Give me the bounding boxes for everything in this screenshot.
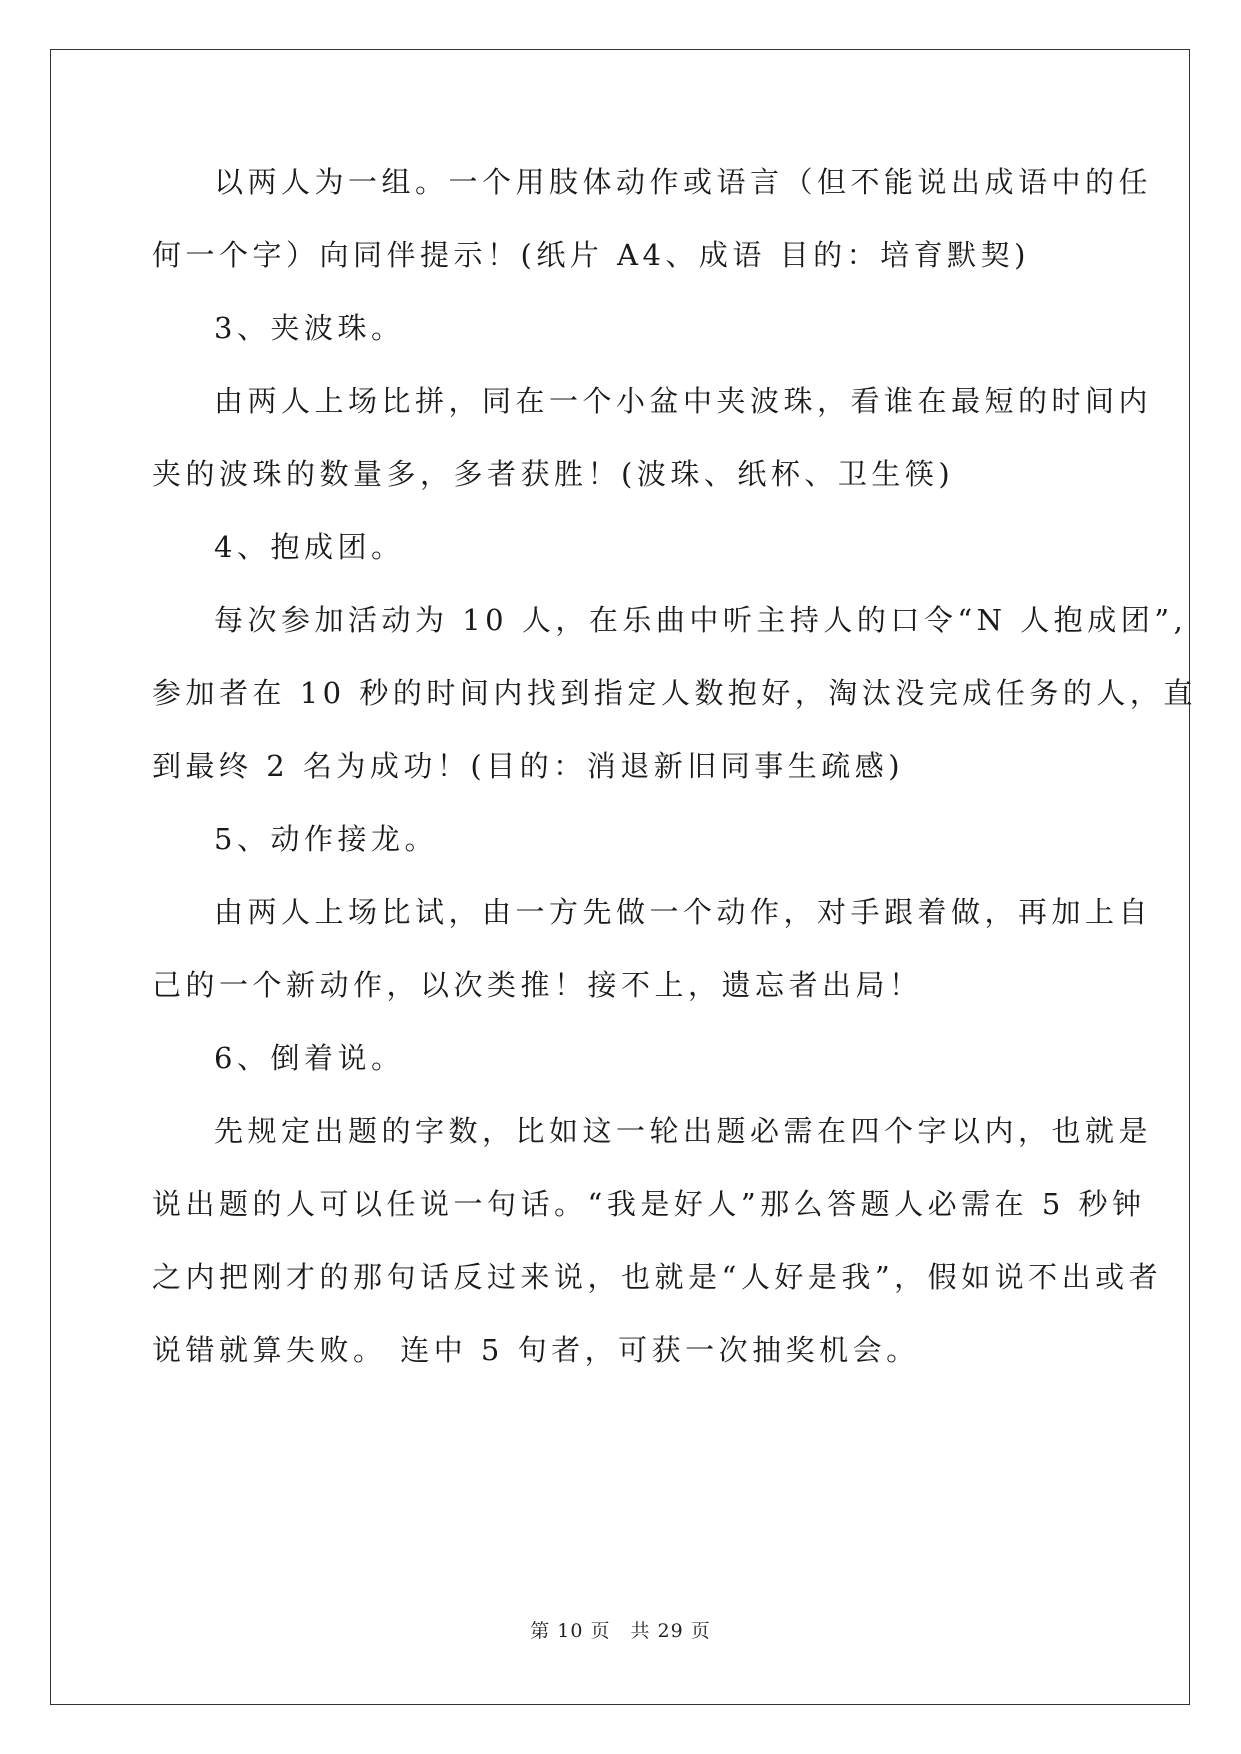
page-number: 第 10 页 共 29 页: [530, 1620, 711, 1642]
paragraph-line: 由两人上场比试，由一方先做一个动作，对手跟着做，再加上自: [214, 895, 1153, 929]
paragraph-line: 以两人为一组。一个用肢体动作或语言（但不能说出成语中的任: [214, 165, 1153, 199]
paragraph-line: 夹的波珠的数量多，多者获胜！(波珠、纸杯、卫生筷): [152, 457, 955, 491]
section-heading: 5、动作接龙。: [214, 822, 438, 856]
section-heading: 3、夹波珠。: [214, 311, 405, 345]
paragraph-line: 之内把刚才的那句话反过来说，也就是“人好是我”，假如说不出或者: [152, 1260, 1163, 1294]
page-border: [50, 49, 1190, 1705]
paragraph-line: 参加者在 10 秒的时间内找到指定人数抱好，淘汰没完成任务的人，直: [152, 676, 1197, 710]
section-heading: 4、抱成团。: [214, 530, 405, 564]
paragraph-line: 每次参加活动为 10 人，在乐曲中听主持人的口令“N 人抱成团”,: [214, 603, 1188, 637]
paragraph-line: 己的一个新动作，以次类推！接不上，遗忘者出局！: [152, 968, 923, 1002]
paragraph-line: 由两人上场比拼，同在一个小盆中夹波珠，看谁在最短的时间内: [214, 384, 1153, 418]
paragraph-line: 到最终 2 名为成功！(目的：消退新旧同事生疏感): [152, 749, 905, 783]
paragraph-line: 说出题的人可以任说一句话。“我是好人”那么答题人必需在 5 秒钟: [152, 1187, 1146, 1221]
paragraph-line: 说错就算失败。 连中 5 句者，可获一次抽奖机会。: [152, 1333, 920, 1367]
paragraph-line: 先规定出题的字数，比如这一轮出题必需在四个字以内，也就是: [214, 1114, 1153, 1148]
paragraph-line: 何一个字）向同伴提示！(纸片 A4、成语 目的：培育默契): [152, 238, 1030, 272]
section-heading: 6、倒着说。: [214, 1041, 405, 1075]
